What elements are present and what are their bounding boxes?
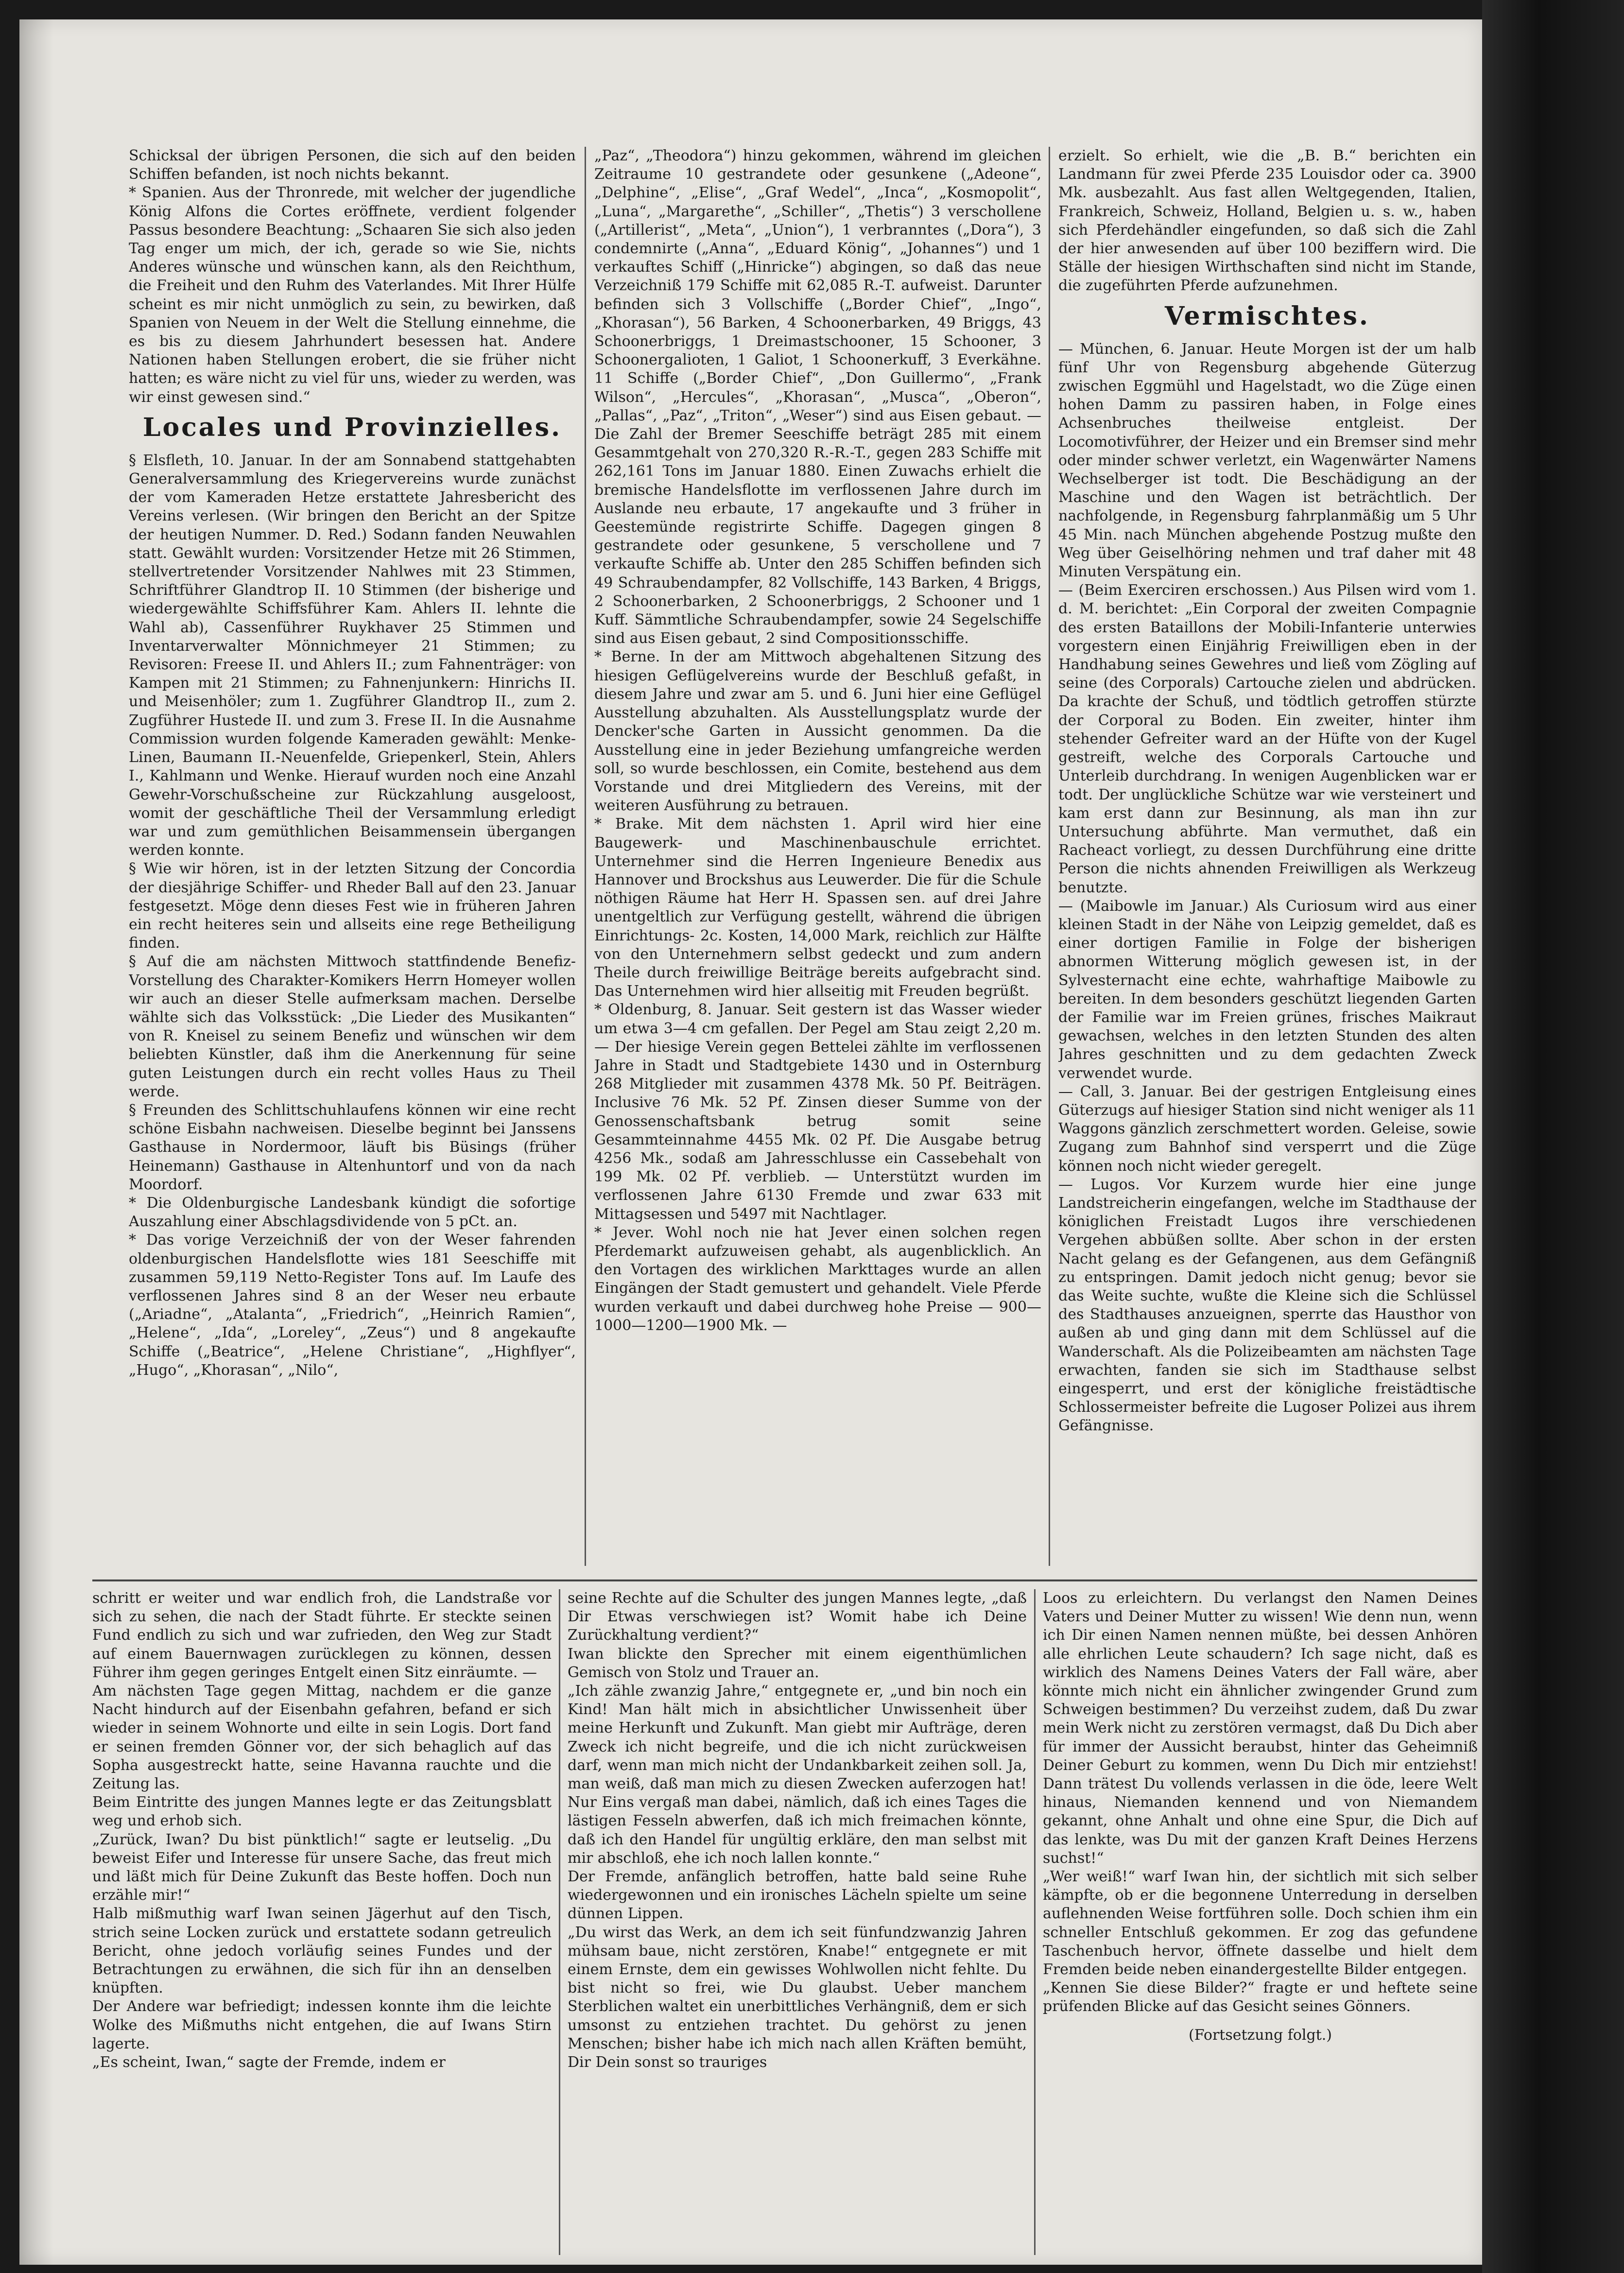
article-paragraph: „Paz“, „Theodora“) hinzu gekommen, während im gleichen Zeitraume 10 gestrandete oder gesunkene („Adeone“, „Delphine“, „Elise“, „Graf Wedel“, „Inca“, „Kosmopolit“, „Luna“, „Margarethe“, „Schiller“, „Thetis“) 3 verschollene („Artillerist“, „Meta“, „Union“), 1 verbranntes („Dora“), 3 condemnirte („Anna“, „Eduard König“, „Johannes“) und 1 verkauftes Schiff („Hinricke“) abgingen, so daß das neue Verzeichniß 179 Schiffe mit 62,085 R.-T. aufweist. Darunter befinden sich 3 Vollschiffe („Border Chief“, „Ingo“, „Khorasan“), 56 Barken, 4 Schoonerbarken, 49 Briggs, 43 Schoonerbriggs, 1 Dreimastschooner, 15 Schooner, 3 Schoonergalioten, 1 Galiot, 1 Schoonerkuff, 3 Everkähne. 11 Schiffe („Border Chief“, „Don Guillermo“, „Frank Wilson“, „Hercules“, „Khorasan“, „Musca“, „Oberon“, „Pallas“, „Paz“, „Triton“, „Weser“) sind aus Eisen gebaut. — Die Zahl der Bremer Seeschiffe beträgt 285 mit einem Gesammtgehalt von 270,320 R.-R.-T., gegen 283 Schiffe mit 262,161 Tons im Januar 1880. Einen Zuwachs erhielt die bremische Handelsflotte im verflossenen Jahre durch im Auslande neu erbaute, 17 angekaufte und 3 früher in Geestemünde registrirte Schiffe. Dagegen gingen 8 gestrandete oder gesunkene, 5 verschollene und 7 verkaufte Schiffe ab. Unter den 285 Schiffen befinden sich 49 Schraubendampfer, 82 Vollschiffe, 143 Barken, 4 Briggs, 2 Schoonerbarken, 2 Schoonerbriggs, 2 Schooner und 1 Kuff. Sämmtliche Schraubendampfer, sowie 24 Segelschiffe sind aus Eisen gebaut, 2 sind Compositionsschiffe. — [594, 147, 1041, 647]
article-paragraph: * Spanien. Aus der Thronrede, mit welcher der jugendliche König Alfons die Cortes eröffnete, verdient folgender Passus besondere Beachtung: „Schaaren Sie sich also jeden Tag enger um mich, der ich, gerade so wie Sie, nichts Anderes wünsche und wünschen kann, als den Reichthum, die Freiheit und den Ruhm des Vaterlandes. Mit Ihrer Hülfe scheint es mir nicht unmöglich zu sein, zu bewirken, daß Spanien von Neuem in der Welt die Stellung einnehme, die es bis zu diesem Jahrhundert besessen hat. Andere Nationen haben Stellungen erobert, die sie früher nicht hatten; es wäre nicht zu viel für uns, wieder zu werden, was wir einst gewesen sind.“ — [129, 184, 576, 406]
article-paragraph: — Call, 3. Januar. Bei der gestrigen Entgleisung eines Güterzugs auf hiesiger Station sind nicht weniger als 11 Waggons gänzlich zerschmettert worden. Geleise, sowie Zugang zum Bahnhof sind versperrt und die Züge können noch nicht wieder geregelt. — [1058, 1083, 1476, 1175]
story-paragraph: schritt er weiter und war endlich froh, die Landstraße vor sich zu sehen, die nach der Stadt führte. Er steckte seinen Fund endlich zu sich und war zufrieden, den Weg zur Stadt auf einem Bauernwagen zurücklegen zu können, dessen Führer ihm gegen geringes Entgelt einen Sitz einräumte. — — [92, 1590, 552, 1681]
book-spine — [1482, 0, 1624, 2273]
story-paragraph: „Du wirst das Werk, an dem ich seit fünfundzwanzig Jahren mühsam baue, nicht zerstören, Knabe!“ entgegnete er mit einem Ernste, dem ein gewisses Wohlwollen nicht fehlte. Du bist nicht so frei, wie Du glaubst. Ueber manchem Sterblichen waltet ein unerbittliches Verhängniß, dem er sich umsonst zu entziehen trachtet. Du gehörst zu jenen Menschen; bisher habe ich mich nach allen Kräften bemüht, Dir Dein sonst so trauriges — [568, 1924, 1027, 2071]
section-heading-local: Locales und Provinzielles. — [142, 412, 562, 442]
feuilleton-rule-2 — [1034, 1589, 1036, 2255]
feuilleton-col1-text — [92, 1589, 552, 2072]
column-rule-1 — [585, 147, 586, 1566]
story-paragraph: „Es scheint, Iwan,“ sagte der Fremde, indem er — [92, 2054, 446, 2071]
story-paragraph: „Zurück, Iwan? Du bist pünktlich!“ sagte er leutselig. „Du beweist Eifer und Interesse für unsere Sache, das freut mich und läßt mich für Deine Zukunft das Beste hoffen. Doch nun erzähle mir!“ — [92, 1831, 552, 1904]
article-paragraph: * Das vorige Verzeichniß der von der Weser fahrenden oldenburgischen Handelsflotte wies 181 Seeschiffe mit zusammen 59,119 Netto-Register Tons auf. Im Laufe des verflossenen Jahres sind 8 an der Weser neu erbaute („Ariadne“, „Atalanta“, „Friedrich“, „Heinrich Ramien“, „Helene“, „Ida“, „Loreley“, „Zeus“) und 8 angekaufte Schiffe („Beatrice“, „Helene Christiane“, „Highflyer“, „Hugo“, „Khorasan“, „Nilo“, — [129, 1232, 576, 1379]
story-paragraph: Halb mißmuthig warf Iwan seinen Jägerhut auf den Tisch, strich seine Locken zurück und erstattete sodann getreulich Bericht, ohne jedoch vorläufig seines Fundes und der Betrachtungen zu erwähnen, die sich für ihn an denselben knüpften. — [92, 1905, 552, 1997]
story-paragraph: Beim Eintritte des jungen Mannes legte er das Zeitungsblatt weg und erhob sich. — [92, 1794, 552, 1830]
story-paragraph: Der Fremde, anfänglich betroffen, hatte bald seine Ruhe wiedergewonnen und ein ironisches Lächeln spielte um seine dünnen Lippen. — [568, 1868, 1027, 1923]
story-paragraph: „Kennen Sie diese Bilder?“ fragte er und heftete seine prüfenden Blicke auf das Gesicht seines Gönners. — [1043, 1979, 1478, 2015]
top-col3-intro — [1058, 147, 1476, 295]
feuilleton-column-2 — [568, 1589, 1027, 2255]
article-paragraph: Schicksal der übrigen Personen, die sich auf den beiden Schiffen befanden, ist noch nichts bekannt. — [129, 147, 576, 183]
article-paragraph: * Die Oldenburgische Landesbank kündigt die sofortige Auszahlung einer Abschlagsdividende von 5 pCt. an. — [129, 1194, 576, 1231]
article-paragraph: — Lugos. Vor Kurzem wurde hier eine junge Landstreicherin eingefangen, welche im Stadthause der königlichen Freistadt Lugos ihre verschiedenen Vergehen abbüßen sollte. Aber schon in der ersten Nacht gelang es der Gefangenen, aus dem Gefängniß zu entspringen. Damit jedoch nicht genug; bevor sie das Weite suchte, wußte die Kleine sich die Schlüssel des Stadthauses anzueignen, sperrte das Hausthor von außen ab und ging dann mit dem Schlüssel auf die Wanderschaft. Als die Polizeibeamten am nächsten Tage erwachten, fanden sie sich im Stadthause selbst eingesperrt, und erst der königliche freistädtische Schlossermeister befreite die Lugoser Polizei aus ihrem Gefängnisse. — [1058, 1176, 1476, 1435]
story-paragraph: Loos zu erleichtern. Du verlangst den Namen Deines Vaters und Deiner Mutter zu wissen! Wie denn nun, wenn ich Dir einen Namen nennen müßte, bei dessen Anhören alle ehrlichen Leute schaudern? Ich sage nicht, daß es wirklich des Namens Deines Vaters der Fall wäre, aber könnte mich nicht ein ähnlicher zwingender Grund zum Schweigen bestimmen? Du verzeihst zudem, daß Du zwar mein Werk nicht zu zerstören vermagst, daß Du Dich aber für immer der Aussicht beraubst, hinter das Geheimniß Deiner Geburt zu kommen, wenn Du Dich mir entziehst! Dann trätest Du vollends verlassen in die öde, leere Welt hinaus, Niemanden kennend und von Niemandem gekannt, ohne Anhalt und ohne eine Spur, die Dich auf das lenkte, was Du mit der ganzen Kraft Deines Herzens suchst!“ — [1043, 1590, 1478, 1867]
article-paragraph: * Jever. Wohl noch nie hat Jever einen solchen regen Pferdemarkt aufzuweisen gehabt, als augenblicklich. An den Vortagen des wirklichen Markttages wurde an allen Eingängen der Stadt gemustert und gehandelt. Viele Pferde wurden verkauft und dabei durchweg hohe Preise — 900—1000—1200—1900 Mk. — — [594, 1224, 1041, 1334]
column-rule-2 — [1049, 147, 1050, 1566]
story-paragraph: Am nächsten Tage gegen Mittag, nachdem er die ganze Nacht hindurch auf der Eisenbahn gefahren, befand er sich wieder in seinem Wohnorte und eilte in sein Logis. Dort fand er seinen fremden Gönner vor, der sich behaglich auf das Sopha ausgestreckt hatte, seine Havanna rauchte und die Zeitung las. — [92, 1683, 552, 1793]
article-paragraph: * Berne. In der am Mittwoch abgehaltenen Sitzung des hiesigen Geflügelvereins wurde der Beschluß gefaßt, in diesem Jahre und zwar am 5. und 6. Juni hier eine Geflügel Ausstellung abzuhalten. Als Ausstellungsplatz wurde der Dencker'sche Garten in Aussicht genommen. Da die Ausstellung eine in jeder Beziehung umfangreiche werden soll, so wurde beschlossen, ein Comite, bestehend aus dem Vorstande und drei Mitgliedern des Vereins, mit der weiteren Ausführung zu betrauen. — [594, 648, 1041, 815]
feuilleton-rule-1 — [559, 1589, 560, 2255]
continuation-note: (Fortsetzung folgt.) — [1189, 2026, 1332, 2044]
article-paragraph: * Oldenburg, 8. Januar. Seit gestern ist das Wasser wieder um etwa 3—4 cm gefallen. Der Pegel am Stau zeigt 2,20 m. — Der hiesige Verein gegen Bettelei zählte im verflossenen Jahre in Stadt und Stadtgebiete 1430 und in Osternburg 268 Mitglieder mit zusammen 4378 Mk. 50 Pf. Beiträgen. Inclusive 76 Mk. 52 Pf. Zinsen dieser Summe von der Genossenschaftsbank betrug somit seine Gesammteinnahme 4455 Mk. 02 Pf. Die Ausgabe betrug 4256 Mk., sodaß am Jahresschlusse ein Cassebehalt von 199 Mk. 02 Pf. verblieb. — Unterstützt wurden im verflossenen Jahre 6130 Fremde und zwar 633 mit Mittagsessen und 5497 mit Nachtlager. — [594, 1001, 1041, 1223]
top-column-3 — [1058, 147, 1476, 1566]
top-column-2 — [594, 147, 1041, 1566]
story-paragraph: Iwan blickte den Sprecher mit einem eigenthümlichen Gemisch von Stolz und Trauer an. — [568, 1645, 1027, 1681]
article-paragraph: § Auf die am nächsten Mittwoch stattfindende Benefiz-Vorstellung des Charakter-Komikers Herrn Homeyer wollen wir auch an dieser Stelle aufmerksam machen. Derselbe wählte sich das Volksstück: „Die Lieder des Musikanten“ von R. Kneisel zu seinem Benefiz und wünschen wir dem beliebten Künstler, daß ihm die Anerkennung für seine guten Leistungen durch ein recht volles Haus zu Theil werde. — [129, 953, 576, 1100]
story-paragraph: „Wer weiß!“ warf Iwan hin, der sichtlich mit sich selber kämpfte, ob er die begonnene Unterredung in derselben auflehnenden Weise fortführen solle. Doch schien ihm ein schneller Entschluß gekommen. Er zog das gefundene Taschenbuch hervor, öffnete dasselbe und hielt dem Fremden beide neben einandergestellte Bilder entgegen. — [1043, 1868, 1478, 1978]
feuilleton-column-1 — [92, 1589, 552, 2255]
top-col2-news — [594, 147, 1041, 1335]
page-gutter-shadow — [19, 19, 53, 2265]
section-heading-misc: Vermischtes. — [1164, 301, 1370, 331]
feuilleton-col3-text — [1043, 1589, 1478, 2016]
feuilleton-divider — [92, 1579, 1477, 1581]
feuilleton-column-3 — [1043, 1589, 1478, 2255]
story-paragraph: seine Rechte auf die Schulter des jungen Mannes legte, „daß Dir Etwas verschwiegen ist? Womit habe ich Deine Zurückhaltung verdient?“ — [568, 1590, 1027, 1644]
story-paragraph: Der Andere war befriedigt; indessen konnte ihm die leichte Wolke des Mißmuths nicht entgehen, die auf Iwans Stirn lagerte. — [92, 1998, 552, 2052]
top-col3-misc-news — [1058, 340, 1476, 1436]
top-col1-intro — [129, 147, 576, 407]
top-col1-local-news — [129, 451, 576, 1380]
story-paragraph: „Ich zähle zwanzig Jahre,“ entgegnete er, „und bin noch ein Kind! Man hält mich in absichtlicher Unwissenheit über meine Herkunft und Zukunft. Man giebt mir Aufträge, deren Zweck ich nicht begreife, und die ich nicht zurückweisen darf, wenn man mich nicht der Undankbarkeit zeihen soll. Ja, man weiß, daß man mich zu diesen Zwecken auferzogen hat! Nur Eins vergaß man dabei, nämlich, daß ich eines Tages die lästigen Fesseln abwerfen, daß ich mich freimachen könnte, daß ich den Handel für ungültig erkläre, den man selbst mit mir abschloß, ehe ich noch lallen konnte.“ — [568, 1683, 1027, 1867]
article-paragraph: § Freunden des Schlittschuhlaufens können wir eine recht schöne Eisbahn nachweisen. Dieselbe beginnt bei Janssens Gasthause in Nordermoor, läuft bis Büsings (früher Heinemann) Gasthause in Altenhuntorf und von da nach Moordorf. — [129, 1101, 576, 1193]
article-paragraph: — (Maibowle im Januar.) Als Curiosum wird aus einer kleinen Stadt in der Nähe von Leipzig gemeldet, daß es einer dortigen Familie in Folge der bisherigen abnormen Witterung möglich gewesen ist, in der Sylvesternacht eine echte, wahrhaftige Maibowle zu bereiten. In dem besonders geschützt liegenden Garten der Familie war im Freien grünes, frisches Maikraut gewachsen, welches in den letzten Stunden des alten Jahres geschnitten und zu dem gedachten Zweck verwendet wurde. — [1058, 897, 1476, 1082]
article-paragraph: * Brake. Mit dem nächsten 1. April wird hier eine Baugewerk- und Maschinenbauschule errichtet. Unternehmer sind die Herren Ingenieure Benedix aus Hannover und Brockshus aus Leuwerder. Die für die Schule nöthigen Räume hat Herr H. Spassen sen. auf drei Jahre unentgeltlich zur Verfügung gestellt, während die übrigen Einrichtungs- 2c. Kosten, 14,000 Mark, reichlich zur Hälfte von den Unternehmern selbst gedeckt und zum andern Theile durch freiwillige Beiträge bereits aufgebracht sind. Das Unternehmen wird hier allseitig mit Freuden begrüßt. — [594, 816, 1041, 1000]
article-paragraph: § Elsfleth, 10. Januar. In der am Sonnabend stattgehabten Generalversammlung des Kriegervereins wurde zunächst der vom Kameraden Hetze erstattete Jahresbericht des Vereins verlesen. (Wir bringen den Bericht an der Spitze der heutigen Nummer. D. Red.) Sodann fanden Neuwahlen statt. Gewählt wurden: Vorsitzender Hetze mit 26 Stimmen, stellvertretender Vorsitzender Nahlwes mit 23 Stimmen, Schriftführer Glandtrop II. 10 Stimmen (der bisherige und wiedergewählte Schiffsführer Kam. Ahlers II. lehnte die Wahl ab), Cassenführer Ruykhaver 25 Stimmen und Inventarverwalter Mönnichmeyer 21 Stimmen; zu Revisoren: Freese II. und Ahlers II.; zum Fahnenträger: von Kampen mit 21 Stimmen; zu Fahnenjunkern: Hinrichs II. und Meisenhöler; zum 1. Zugführer Glandtrop II., zum 2. Zugführer Hustede II. und zum 3. Frese II. In die Ausnahme Commission wurden folgende Kameraden gewählt: Menke-Linen, Baumann II.-Neuenfelde, Griepenkerl, Stein, Ahlers I., Kahlmann und Wenke. Hierauf wurden noch eine Anzahl Gewehr-Vorschußscheine zur Rückzahlung ausgeloost, womit der geschäftliche Theil der Versammlung erledigt war und zum gemüthlichen Beisammensein übergangen werden konnte. — [129, 451, 576, 859]
article-paragraph: — München, 6. Januar. Heute Morgen ist der um halb fünf Uhr von Regensburg abgehende Güterzug zwischen Eggmühl und Hagelstadt, wo die Züge einen hohen Damm zu passiren haben, in Folge eines Achsenbruches theilweise entgleist. Der Locomotivführer, der Heizer und ein Bremser sind mehr oder minder schwer verletzt, ein Wagenwärter Namens Wechselberger ist todt. Die Beschädigung an der Maschine und den Wagen ist beträchtlich. Der nachfolgende, in Regensburg fahrplanmäßig um 5 Uhr 45 Min. nach München abgehende Postzug mußte den Weg über Geiselhöring nehmen und traf daher mit 48 Minuten Verspätung ein. — [1058, 340, 1476, 581]
newspaper-page — [19, 19, 1482, 2265]
article-paragraph: erzielt. So erhielt, wie die „B. B.“ berichten ein Landmann für zwei Pferde 235 Louisdor oder ca. 3900 Mk. ausbezahlt. Aus fast allen Weltgegenden, Italien, Frankreich, Schweiz, Holland, Belgien u. s. w., haben sich Pferdehändler eingefunden, so daß sich die Zahl der hier anwesenden auf über 100 beziffern wird. Die Ställe der hiesigen Wirthschaften sind nicht im Stande, die zugeführten Pferde aufzunehmen. — [1058, 147, 1476, 295]
feuilleton-col2-text — [568, 1589, 1027, 2072]
article-paragraph: — (Beim Exerciren erschossen.) Aus Pilsen wird vom 1. d. M. berichtet: „Ein Corporal der zweiten Compagnie des ersten Bataillons der Mobili-Infanterie unterwies vorgestern einen Einjährig Freiwilligen eben in der Handhabung seines Gewehres und ließ vom Zögling auf seine (des Corporals) Cartouche zielen und abdrücken. Da krachte der Schuß, und tödtlich getroffen stürzte der Corporal zu Boden. Ein zweiter, hinter ihm stehender Gefreiter ward an der Hüfte von der Kugel gestreift, welche des Corporals Cartouche und Unterleib durchdrang. In wenigen Augenblicken war er todt. Der unglückliche Schütze war wie versteinert und kam erst dann zur Besinnung, als man ihn zur Untersuchung abführte. Man vermuthet, daß ein Racheact vorliegt, zu dessen Durchführung eine dritte Person die nichts ahnenden Freiwilligen als Werkzeug benutzte. — [1058, 582, 1476, 896]
article-paragraph: § Wie wir hören, ist in der letzten Sitzung der Concordia der diesjährige Schiffer- und Rheder Ball auf den 23. Januar festgesetzt. Möge denn dieses Fest wie in früheren Jahren ein recht heiteres sein und allseits eine rege Betheiligung finden. — [129, 860, 576, 952]
top-column-1 — [129, 147, 576, 1566]
